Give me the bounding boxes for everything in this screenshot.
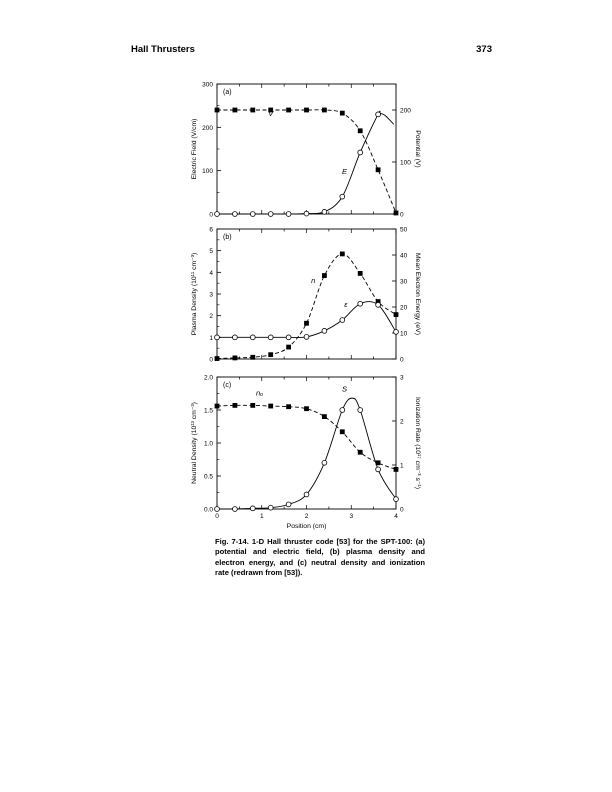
- panel-1-annotation: V: [268, 109, 274, 119]
- panel-2-ytick-label: 1: [209, 334, 213, 342]
- panel-2-y2label: Mean Electron Energy (eV): [414, 253, 421, 335]
- panel-3-series-1-point: [250, 403, 255, 408]
- panel-2-series-1-point: [250, 355, 255, 360]
- panel-1-series-2-point: [322, 209, 327, 214]
- panel-2-annotation: n: [311, 276, 316, 286]
- panel-3-series-1-point: [322, 414, 327, 419]
- panel-3-xtick-label: 2: [304, 513, 309, 520]
- panel-2-series-2-point: [286, 335, 291, 340]
- panel-3-series-2-point: [340, 408, 345, 413]
- panel-3-series-1-point: [233, 403, 238, 408]
- panel-3-series-1-point: [286, 404, 291, 409]
- panel-3-series-2-point: [215, 507, 220, 512]
- panel-3-ytick-label: 1.5: [203, 407, 213, 415]
- panel-1-series-2-point: [286, 212, 291, 217]
- panel-2-y2tick-label: 50: [400, 226, 408, 234]
- panel-3-y2tick-label: 0: [400, 506, 404, 514]
- panel-2-ytick-label: 3: [209, 291, 213, 299]
- panel-1-series-1-point: [340, 111, 345, 116]
- panel-3-y2tick-label: 2: [400, 418, 404, 426]
- panel-1-series-2-point: [250, 212, 255, 217]
- panel-1-label: (a): [223, 89, 232, 96]
- panel-2-y2tick-label: 30: [400, 278, 408, 286]
- panel-1-series-1-point: [376, 167, 381, 172]
- panel-1-y2tick-label: 100: [400, 159, 411, 167]
- panel-2-series-2-point: [250, 335, 255, 340]
- panel-2-ytick-label: 6: [209, 226, 213, 234]
- panel-1-ytick-label: 200: [202, 124, 213, 132]
- panel-2-ytick-label: 5: [209, 248, 213, 256]
- panel-2-series-2-point: [340, 318, 345, 323]
- panel-3-annotation: nₒ: [255, 388, 264, 398]
- panel-2-annotation: ε: [344, 300, 348, 309]
- panel-1-annotation: E: [342, 167, 348, 177]
- panel-2-series-2-point: [358, 301, 363, 306]
- panel-1-series-1-point: [394, 211, 399, 216]
- panel-1-series-2-point: [268, 212, 273, 217]
- panel-1-ytick-label: 100: [202, 168, 213, 176]
- panel-2-ytick-label: 0: [209, 356, 213, 364]
- panel-3-y2tick-label: 3: [400, 374, 404, 382]
- panel-2-y2tick-label: 40: [400, 252, 408, 260]
- panel-3-series-1-line: [217, 405, 396, 469]
- panel-2-series-1-point: [304, 321, 309, 326]
- panel-1-ytick-label: 0: [209, 211, 213, 219]
- panel-1-series-2-point: [340, 194, 345, 199]
- panel-3-series-2-point: [304, 492, 309, 497]
- panel-2-series-1-point: [286, 345, 291, 350]
- figure-caption: Fig. 7-14. 1-D Hall thruster code [53] for the SPT-100: (a) potential and electric field, (b) plasma density and electron energy, and (c) neutral density and ionization rate (redrawn from [53]).: [215, 537, 425, 577]
- panel-3-series-1-point: [304, 406, 309, 411]
- panel-3-xtick-label: 1: [259, 513, 264, 520]
- panel-3-series-2-point: [233, 507, 238, 512]
- page-number: 373: [476, 44, 492, 55]
- panel-3-xtick-label: 3: [349, 513, 354, 520]
- panel-1-series-2-point: [376, 112, 381, 117]
- panel-3-ytick-label: 0.0: [203, 506, 213, 514]
- panel-3-series-2-point: [250, 506, 255, 511]
- panel-3-series-1-point: [358, 450, 363, 455]
- panel-2-y2tick-label: 0: [400, 356, 404, 364]
- panel-2-series-1-point: [322, 273, 327, 278]
- panel-2-series-1-point: [233, 356, 238, 361]
- panel-1-series-2-point: [304, 211, 309, 216]
- panel-2-series-2-point: [304, 335, 309, 340]
- panel-1-series-2-line: [217, 111, 394, 214]
- panel-1-ylabel: Electric Field (V/cm): [191, 118, 198, 180]
- panel-3-series-2-point: [358, 408, 363, 413]
- panel-1-series-2-point: [358, 150, 363, 155]
- panel-3-xtick-label: 4: [394, 513, 398, 520]
- panel-3-series-2-point: [286, 502, 291, 507]
- panel-3-label: (c): [223, 382, 232, 389]
- panel-3-series-1-point: [394, 467, 399, 472]
- panel-1-y2label: Potential (V): [414, 130, 421, 168]
- panel-2-series-2-point: [394, 330, 399, 335]
- panel-1-y2tick-label: 200: [400, 107, 411, 115]
- running-head-title: Hall Thrusters: [131, 44, 195, 55]
- panel-2-series-1-point: [268, 352, 273, 357]
- panel-2-ytick-label: 4: [209, 269, 213, 277]
- panel-1-series-2-point: [215, 212, 220, 217]
- panel-1-y2tick-label: 0: [400, 211, 404, 219]
- panel-1-series-1-point: [286, 108, 291, 113]
- panel-1-series-1-point: [358, 128, 363, 133]
- panel-2-series-2-point: [233, 335, 238, 340]
- panel-2-series-1-point: [340, 252, 345, 257]
- panel-3-series-1-point: [340, 429, 345, 434]
- panel-1-series-1-point: [215, 108, 220, 113]
- panel-3-series-1-point: [268, 404, 273, 409]
- panel-1-series-1-point: [304, 108, 309, 113]
- panel-3-series-2-point: [322, 460, 327, 465]
- panel-1-series-1-point: [322, 108, 327, 113]
- panel-3-xlabel: Position (cm): [286, 523, 327, 530]
- panel-2-label: (b): [223, 234, 232, 241]
- panel-3-ytick-label: 1.0: [203, 440, 213, 448]
- panel-2-series-2-point: [268, 335, 273, 340]
- panel-2-series-1-line: [217, 254, 396, 359]
- panel-3-series-2-point: [376, 467, 381, 472]
- panel-3-ytick-label: 2.0: [203, 374, 213, 382]
- panel-2-series-2-point: [376, 302, 381, 307]
- panel-3-ytick-label: 0.5: [203, 473, 213, 481]
- panel-3-annotation: S: [342, 384, 348, 394]
- panel-2-series-2-point: [322, 328, 327, 333]
- panel-2-series-2-line: [217, 302, 396, 338]
- panel-2-series-1-point: [394, 312, 399, 317]
- panel-3-y2tick-label: 1: [400, 462, 404, 470]
- panel-2-series-1-point: [358, 271, 363, 276]
- panel-2-y2tick-label: 20: [400, 304, 408, 312]
- panel-2-series-1-point: [215, 356, 220, 361]
- panel-2-ytick-label: 2: [209, 313, 213, 321]
- panel-3-series-2-point: [394, 497, 399, 502]
- panel-3-frame: [217, 377, 396, 509]
- panel-2-series-2-point: [215, 335, 220, 340]
- panel-3-series-1-point: [215, 404, 220, 409]
- panel-1-series-1-point: [233, 108, 238, 113]
- panel-1-series-2-point: [233, 212, 238, 217]
- panel-3-ylabel: Neutral Density (10¹³ cm⁻³): [191, 402, 198, 484]
- panel-1-ytick-label: 300: [202, 81, 213, 89]
- panel-3-xtick-label: 0: [215, 513, 219, 520]
- panel-2-y2tick-label: 10: [400, 330, 408, 338]
- panel-2-ylabel: Plasma Density (10¹¹ cm⁻³): [191, 252, 198, 336]
- panel-1-series-1-point: [250, 108, 255, 113]
- panel-3-y2label: Ionization Rate (10¹⁷ cm⁻³ s⁻¹): [414, 397, 421, 489]
- panel-3-series-2-point: [268, 505, 273, 510]
- panel-1-series-1-line: [217, 110, 396, 213]
